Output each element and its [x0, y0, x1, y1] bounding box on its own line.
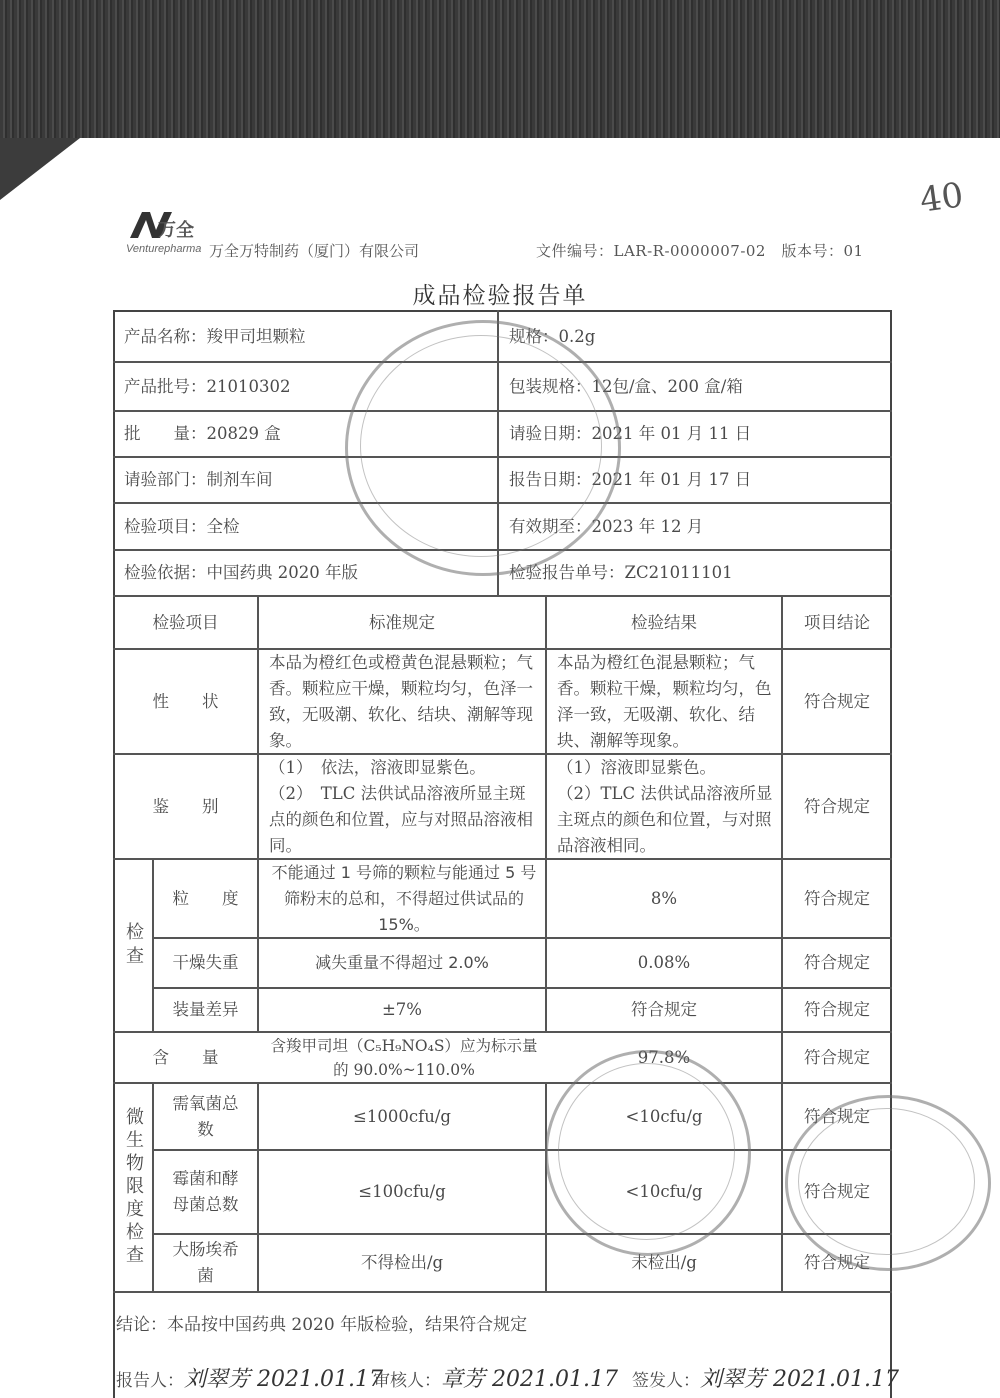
reporter [116, 1362, 383, 1393]
batch-number: 产品批号：21010302 [124, 376, 291, 396]
company-name-en: Venturepharma [126, 243, 202, 255]
request-department: 请验部门：制剂车间 [124, 470, 273, 489]
result-assay: 97.8% [637, 1047, 691, 1067]
conclusion-drying-loss: 符合规定 [804, 953, 870, 972]
conclusion-mold-yeast: 符合规定 [804, 1182, 870, 1201]
standard-identification-2: （2） TLC 法供试品溶液所显主斑点的颜色和位置，应与对照品溶液相同。 [269, 783, 533, 855]
result-granularity: 8% [650, 888, 678, 908]
test-basis: 检验依据：中国药典 2020 年版 [124, 563, 358, 582]
standard-drying-loss: 减失重量不得超过 2.0% [315, 953, 489, 972]
item-ecoli: 大肠埃希菌 [172, 1240, 239, 1285]
issuer-label: 签发人： [632, 1371, 700, 1391]
result-aerobic: <10cfu/g [625, 1106, 703, 1126]
reporter-label: 报告人： [116, 1371, 184, 1391]
conclusion-identification: 符合规定 [804, 796, 870, 816]
standard-mold-yeast: ≤100cfu/g [358, 1182, 446, 1201]
report-conclusion: 结论：本品按中国药典 2020 年版检验，结果符合规定 [116, 1315, 528, 1335]
item-granularity: 粒 度 [172, 888, 239, 908]
reporter-signature: 刘翠芳 2021.01.17 [184, 1367, 383, 1392]
header-item: 检验项目 [152, 612, 219, 632]
item-identification: 鉴 别 [152, 796, 219, 816]
packaging-spec: 包装规格：12包/盒、200 盒/箱 [509, 376, 743, 396]
expiry-date: 有效期至：2023 年 12 月 [509, 516, 704, 536]
standard-aerobic: ≤1000cfu/g [353, 1106, 451, 1126]
item-assay: 含 量 [152, 1047, 219, 1067]
row-divider [113, 1291, 892, 1293]
reviewer [373, 1362, 618, 1393]
group-check: 检查 [123, 921, 144, 970]
standard-appearance: 本品为橙红色或橙黄色混悬颗粒；气香。颗粒应干燥，颗粒均匀，色泽一致，无吸潮、软化、结块、潮解等现象。 [269, 652, 533, 750]
result-fill-variation: 符合规定 [631, 1000, 697, 1019]
result-mold-yeast: <10cfu/g [625, 1182, 703, 1201]
specification: 规格：0.2g [509, 326, 596, 346]
conclusion-ecoli: 符合规定 [804, 1253, 870, 1272]
item-fill-variation: 装量差异 [172, 1000, 239, 1019]
logo-text: 万全 [158, 220, 194, 241]
conclusion-appearance: 符合规定 [804, 691, 870, 711]
header-conclusion: 项目结论 [804, 612, 870, 632]
result-ecoli: 未检出/g [631, 1253, 697, 1272]
batch-quantity: 批 量：20829 盒 [124, 424, 281, 443]
request-date: 请验日期：2021 年 01 月 11 日 [509, 424, 752, 443]
conclusion-assay: 符合规定 [804, 1047, 870, 1067]
item-appearance: 性 状 [152, 691, 219, 711]
standard-identification-1: （1） 依法，溶液即显紫色。 [269, 757, 486, 777]
standard-assay: 含羧甲司坦（C₅H₉NO₄S）应为标示量的 90.0%~110.0% [270, 1036, 538, 1079]
standard-identification [259, 755, 545, 858]
scan-dark-border [0, 0, 1000, 138]
reviewer-label: 审核人： [373, 1371, 441, 1391]
company-name-cn: 万全万特制药（厦门）有限公司 [209, 242, 420, 260]
conclusion-granularity: 符合规定 [804, 888, 870, 908]
standard-ecoli: 不得检出/g [360, 1253, 444, 1272]
result-identification-1: （1）溶液即显紫色。 [557, 757, 716, 777]
reviewer-signature: 章芳 2021.01.17 [441, 1367, 618, 1392]
header-standard: 标准规定 [369, 612, 435, 632]
result-drying-loss: 0.08% [637, 953, 691, 972]
report-date: 报告日期：2021 年 01 月 17 日 [509, 470, 752, 489]
group-microbial-limit: 微生物限度检查 [123, 1107, 144, 1268]
page-title: 成品检验报告单 [412, 283, 588, 309]
result-identification [547, 755, 781, 858]
issuer [632, 1362, 899, 1393]
standard-granularity: 不能通过 1 号筛的颗粒与能通过 5 号筛粉末的总和，不得超过供试品的 15%。 [271, 862, 537, 934]
document-number: 文件编号：LAR-R-0000007-02 版本号：01 [536, 242, 864, 260]
standard-fill-variation: ±7% [381, 1000, 422, 1019]
scan-page-fold [0, 138, 80, 200]
conclusion-aerobic: 符合规定 [804, 1106, 870, 1126]
report-number: 检验报告单号：ZC21011101 [509, 563, 733, 582]
conclusion-fill-variation: 符合规定 [804, 1000, 870, 1019]
result-appearance: 本品为橙红色混悬颗粒；气香。颗粒干燥，颗粒均匀，色泽一致，无吸潮、软化、结块、潮解等现象。 [557, 652, 772, 750]
handwritten-page-number: 40 [917, 175, 966, 221]
test-scope: 检验项目：全检 [124, 516, 240, 536]
item-mold-yeast: 霉菌和酵母菌总数 [172, 1169, 239, 1214]
item-drying-loss: 干燥失重 [172, 953, 239, 972]
item-aerobic: 需氧菌总数 [172, 1093, 239, 1139]
product-name: 产品名称：羧甲司坦颗粒 [124, 326, 306, 346]
header-result: 检验结果 [631, 612, 697, 632]
result-identification-2: （2）TLC 法供试品溶液所显主斑点的颜色和位置，与对照品溶液相同。 [557, 783, 773, 855]
issuer-signature: 刘翠芳 2021.01.17 [700, 1367, 899, 1392]
